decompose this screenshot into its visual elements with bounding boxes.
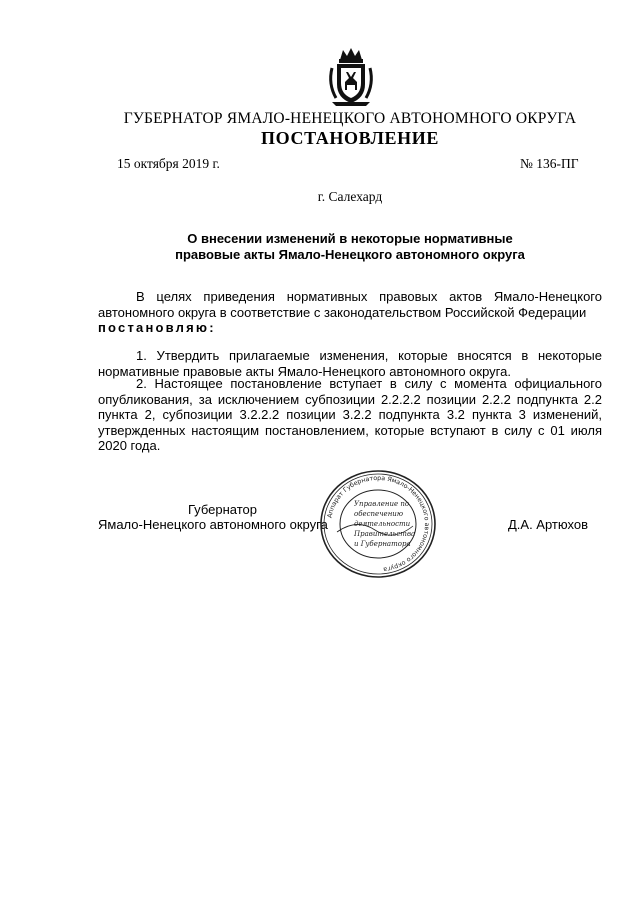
stamp-line-2: обеспечению [354,510,403,518]
document-date: 15 октября 2019 г. [117,156,220,171]
coat-of-arms-icon [326,46,376,108]
official-stamp [317,466,439,582]
issuing-authority: ГУБЕРНАТОР ЯМАЛО-НЕНЕЦКОГО АВТОНОМНОГО ОКРУГА [123,110,577,127]
stamp-line-4: Правительства [354,530,416,538]
resolve-word: постановляю: [98,320,216,335]
item-1-paragraph: 1. Утвердить прилагаемые изменения, которые вносятся в некоторые нормативные правовые акты Ямало-Ненецкого автономного округа. [98,348,602,379]
stamp-line-1: Управление по [354,500,410,508]
document-title-line-1: О внесении изменений в некоторые нормативные [187,231,513,246]
stamp-outer-text: Аппарат Губернатора Ямало-Ненецкого автономного округа [326,474,431,573]
document-number: № 136-ПГ [520,156,579,171]
signatory-name: Д.А. Артюхов [508,517,588,532]
preamble-paragraph [98,289,602,336]
preamble-text: В целях приведения нормативных правовых актов Ямало-Ненецкого автономного округа в соответствие с законодательством Российской Федерации [98,289,602,320]
document-type: ПОСТАНОВЛЕНИЕ [261,128,439,148]
stamp-line-5: и Губернатора [354,540,411,548]
signatory-region: Ямало-Ненецкого автономного округа [98,517,328,532]
stamp-line-3: деятельности [354,520,411,528]
signatory-title: Губернатор [188,502,257,517]
document-title [150,231,550,263]
item-2-paragraph: 2. Настоящее постановление вступает в силу с момента официального опубликования, за исключением субпозиции 2.2.2.2 позиции 2.2.2 подпункта 2.2 пункта 2, субпозиции 3.2.2.2 позиции 3.2.2 подпункта 3.2 пункта 3 изменений, утвержденных настоящим постановлением, которые вступают в силу с 01 июля 2020 года. [98,376,602,453]
document-title-line-2: правовые акты Ямало-Ненецкого автономного округа [175,247,525,262]
document-city: г. Салехард [317,189,383,204]
